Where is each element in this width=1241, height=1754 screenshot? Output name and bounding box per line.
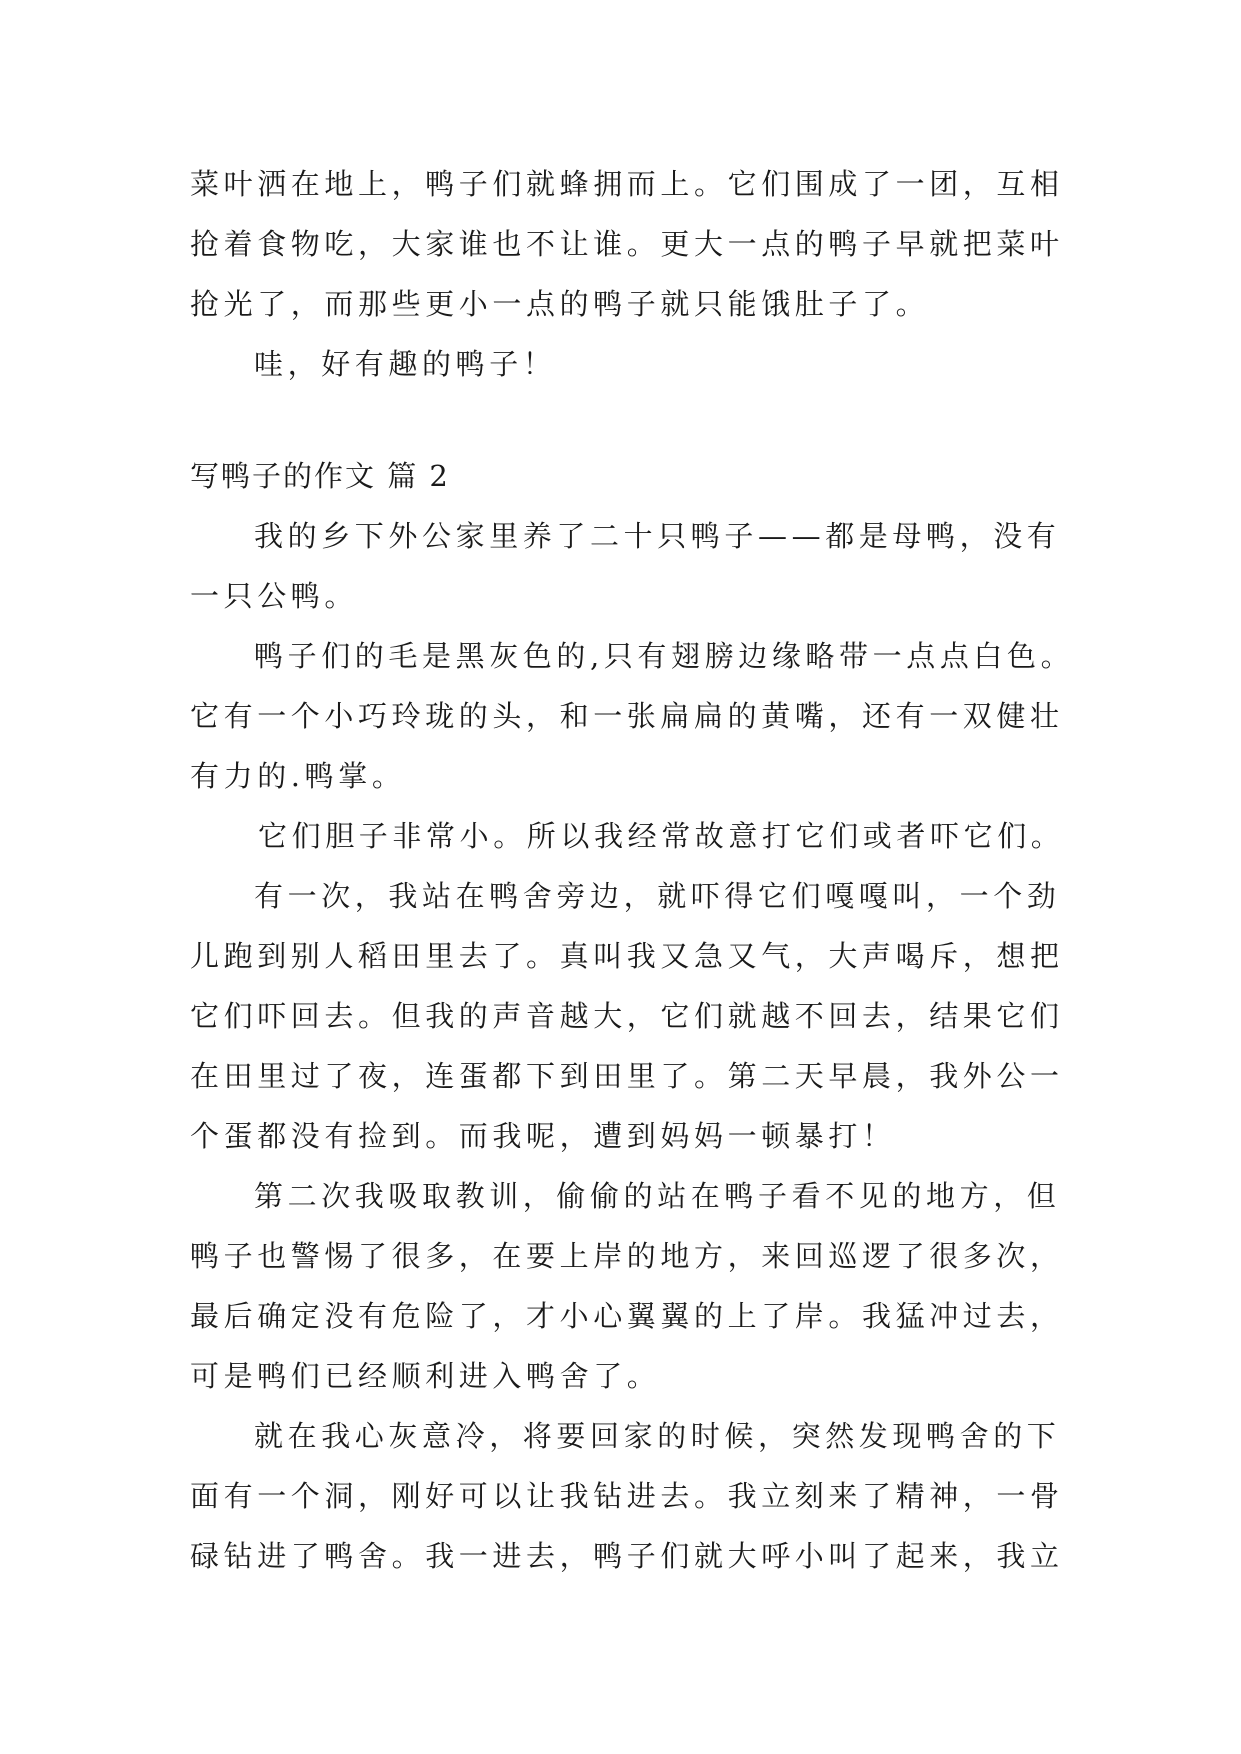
paragraph-line: 它们吓回去。但我的声音越大，它们就越不回去，结果它们 — [190, 999, 1064, 1033]
paragraph-line: 有力的.鸭掌。 — [190, 759, 406, 793]
paragraph-line: 我的乡下外公家里养了二十只鸭子——都是母鸭，没有 — [254, 519, 1061, 553]
paragraph-line: 抢光了，而那些更小一点的鸭子就只能饿肚子了。 — [190, 287, 930, 321]
paragraph-line: 第二次我吸取教训，偷偷的站在鸭子看不见的地方，但 — [254, 1179, 1061, 1213]
paragraph-line: 有一次，我站在鸭舍旁边，就吓得它们嘎嘎叫，一个劲 — [254, 879, 1061, 913]
paragraph-line: 可是鸭们已经顺利进入鸭舍了。 — [190, 1359, 661, 1393]
paragraph-line: 鸭子们的毛是黑灰色的,只有翅膀边缘略带一点点白色。 — [254, 639, 1075, 673]
paragraph-line: 它有一个小巧玲珑的头，和一张扁扁的黄嘴，还有一双健壮 — [190, 699, 1064, 733]
paragraph-line: 一只公鸭。 — [190, 579, 359, 613]
paragraph-line: 最后确定没有危险了，才小心翼翼的上了岸。我猛冲过去， — [190, 1299, 1064, 1333]
paragraph-line: 面有一个洞，刚好可以让我钻进去。我立刻来了精神，一骨 — [190, 1479, 1064, 1513]
section-heading: 写鸭子的作文 篇 2 — [190, 459, 450, 493]
paragraph-line: 菜叶洒在地上，鸭子们就蜂拥而上。它们围成了一团，互相 — [190, 167, 1064, 201]
paragraph-line: 哇，好有趣的鸭子！ — [254, 347, 557, 381]
paragraph-line: 它们胆子非常小。所以我经常故意打它们或者吓它们。 — [258, 819, 1065, 853]
paragraph-line: 在田里过了夜，连蛋都下到田里了。第二天早晨，我外公一 — [190, 1059, 1064, 1093]
paragraph-line: 就在我心灰意冷，将要回家的时候，突然发现鸭舍的下 — [254, 1419, 1061, 1453]
paragraph-line: 个蛋都没有捡到。而我呢，遭到妈妈一顿暴打！ — [190, 1119, 896, 1153]
paragraph-line: 抢着食物吃，大家谁也不让谁。更大一点的鸭子早就把菜叶 — [190, 227, 1064, 261]
paragraph-line: 鸭子也警惕了很多，在要上岸的地方，来回巡逻了很多次， — [190, 1239, 1064, 1273]
paragraph-line: 碌钻进了鸭舍。我一进去，鸭子们就大呼小叫了起来，我立 — [190, 1539, 1064, 1573]
paragraph-line: 儿跑到别人稻田里去了。真叫我又急又气，大声喝斥，想把 — [190, 939, 1064, 973]
